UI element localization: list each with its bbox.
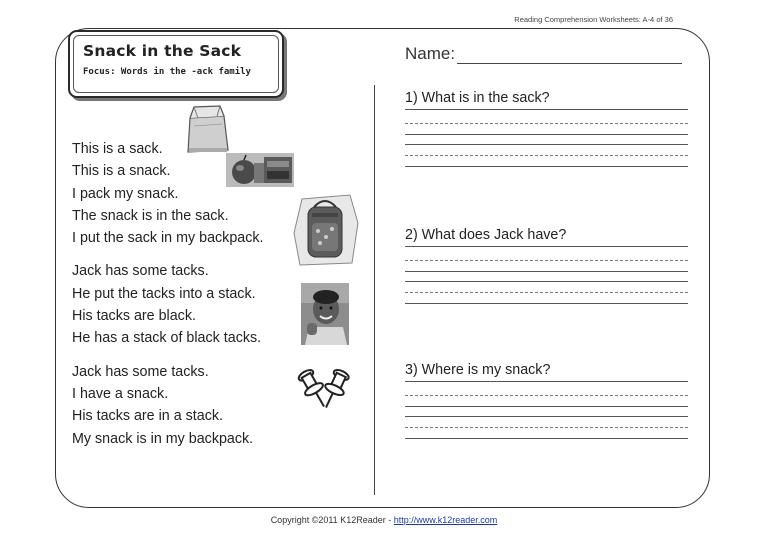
column-divider xyxy=(374,85,375,495)
answer-line xyxy=(405,271,688,272)
story-stanza-2 xyxy=(72,260,312,349)
story-line: His tacks are in a stack. xyxy=(72,408,223,425)
answer-guide xyxy=(405,427,688,428)
answer-line xyxy=(405,303,688,304)
answer-lines[interactable] xyxy=(405,123,690,167)
backpack-icon xyxy=(292,193,360,267)
question-text: 3) Where is my snack? xyxy=(405,362,551,378)
answer-lines[interactable] xyxy=(405,395,690,439)
answer-guide xyxy=(405,123,688,124)
question-text: 2) What does Jack have? xyxy=(405,227,567,243)
answer-line xyxy=(405,144,688,145)
story-line: This is a snack. xyxy=(72,163,171,180)
answer-line xyxy=(405,166,688,167)
story-line: I have a snack. xyxy=(72,385,169,402)
k12reader-link[interactable]: http://www.k12reader.com xyxy=(393,515,498,525)
answer-line xyxy=(405,134,688,135)
name-input-line[interactable] xyxy=(457,63,682,64)
question-3 xyxy=(405,362,690,439)
header-reference: Reading Comprehension Worksheets: A-4 of 36 xyxy=(514,15,673,24)
question-1 xyxy=(405,90,690,167)
push-pins-icon xyxy=(293,366,355,414)
story-line: The snack is in the sack. xyxy=(72,207,229,224)
answer-guide xyxy=(405,155,688,156)
answer-line xyxy=(405,406,688,407)
story-line: Jack has some tacks. xyxy=(72,363,209,380)
answer-guide xyxy=(405,395,688,396)
answer-lines[interactable] xyxy=(405,260,690,304)
name-label: Name: xyxy=(405,44,456,63)
question-text: 1) What is in the sack? xyxy=(405,90,550,106)
answer-line xyxy=(405,281,688,282)
lunch-snack-icon xyxy=(226,153,294,187)
focus-subtitle: Focus: Words in the -ack family xyxy=(83,67,251,77)
story-line: He put the tacks into a stack. xyxy=(72,285,256,302)
answer-guide xyxy=(405,292,688,293)
answer-guide xyxy=(405,260,688,261)
question-underline xyxy=(405,246,688,247)
question-underline xyxy=(405,109,688,110)
story-line: I pack my snack. xyxy=(72,185,179,202)
story-line: I put the sack in my backpack. xyxy=(72,230,264,247)
copyright-footer xyxy=(0,515,768,525)
story-stanza-3 xyxy=(72,361,312,450)
answer-line xyxy=(405,438,688,439)
paper-sack-icon xyxy=(184,104,230,154)
copyright-text: Copyright ©2011 K12Reader - xyxy=(270,515,394,525)
story-line: His tacks are black. xyxy=(72,308,196,325)
name-row xyxy=(405,44,685,68)
story-line: My snack is in my backpack. xyxy=(72,430,254,447)
story-line: He has a stack of black tacks. xyxy=(72,330,262,347)
story-line: This is a sack. xyxy=(72,141,163,157)
worksheet-title: Snack in the Sack xyxy=(83,42,242,60)
boy-photo-icon xyxy=(301,283,349,345)
story-line: Jack has some tacks. xyxy=(72,263,209,280)
question-2 xyxy=(405,227,690,304)
question-underline xyxy=(405,381,688,382)
answer-line xyxy=(405,416,688,417)
title-box xyxy=(68,30,284,98)
